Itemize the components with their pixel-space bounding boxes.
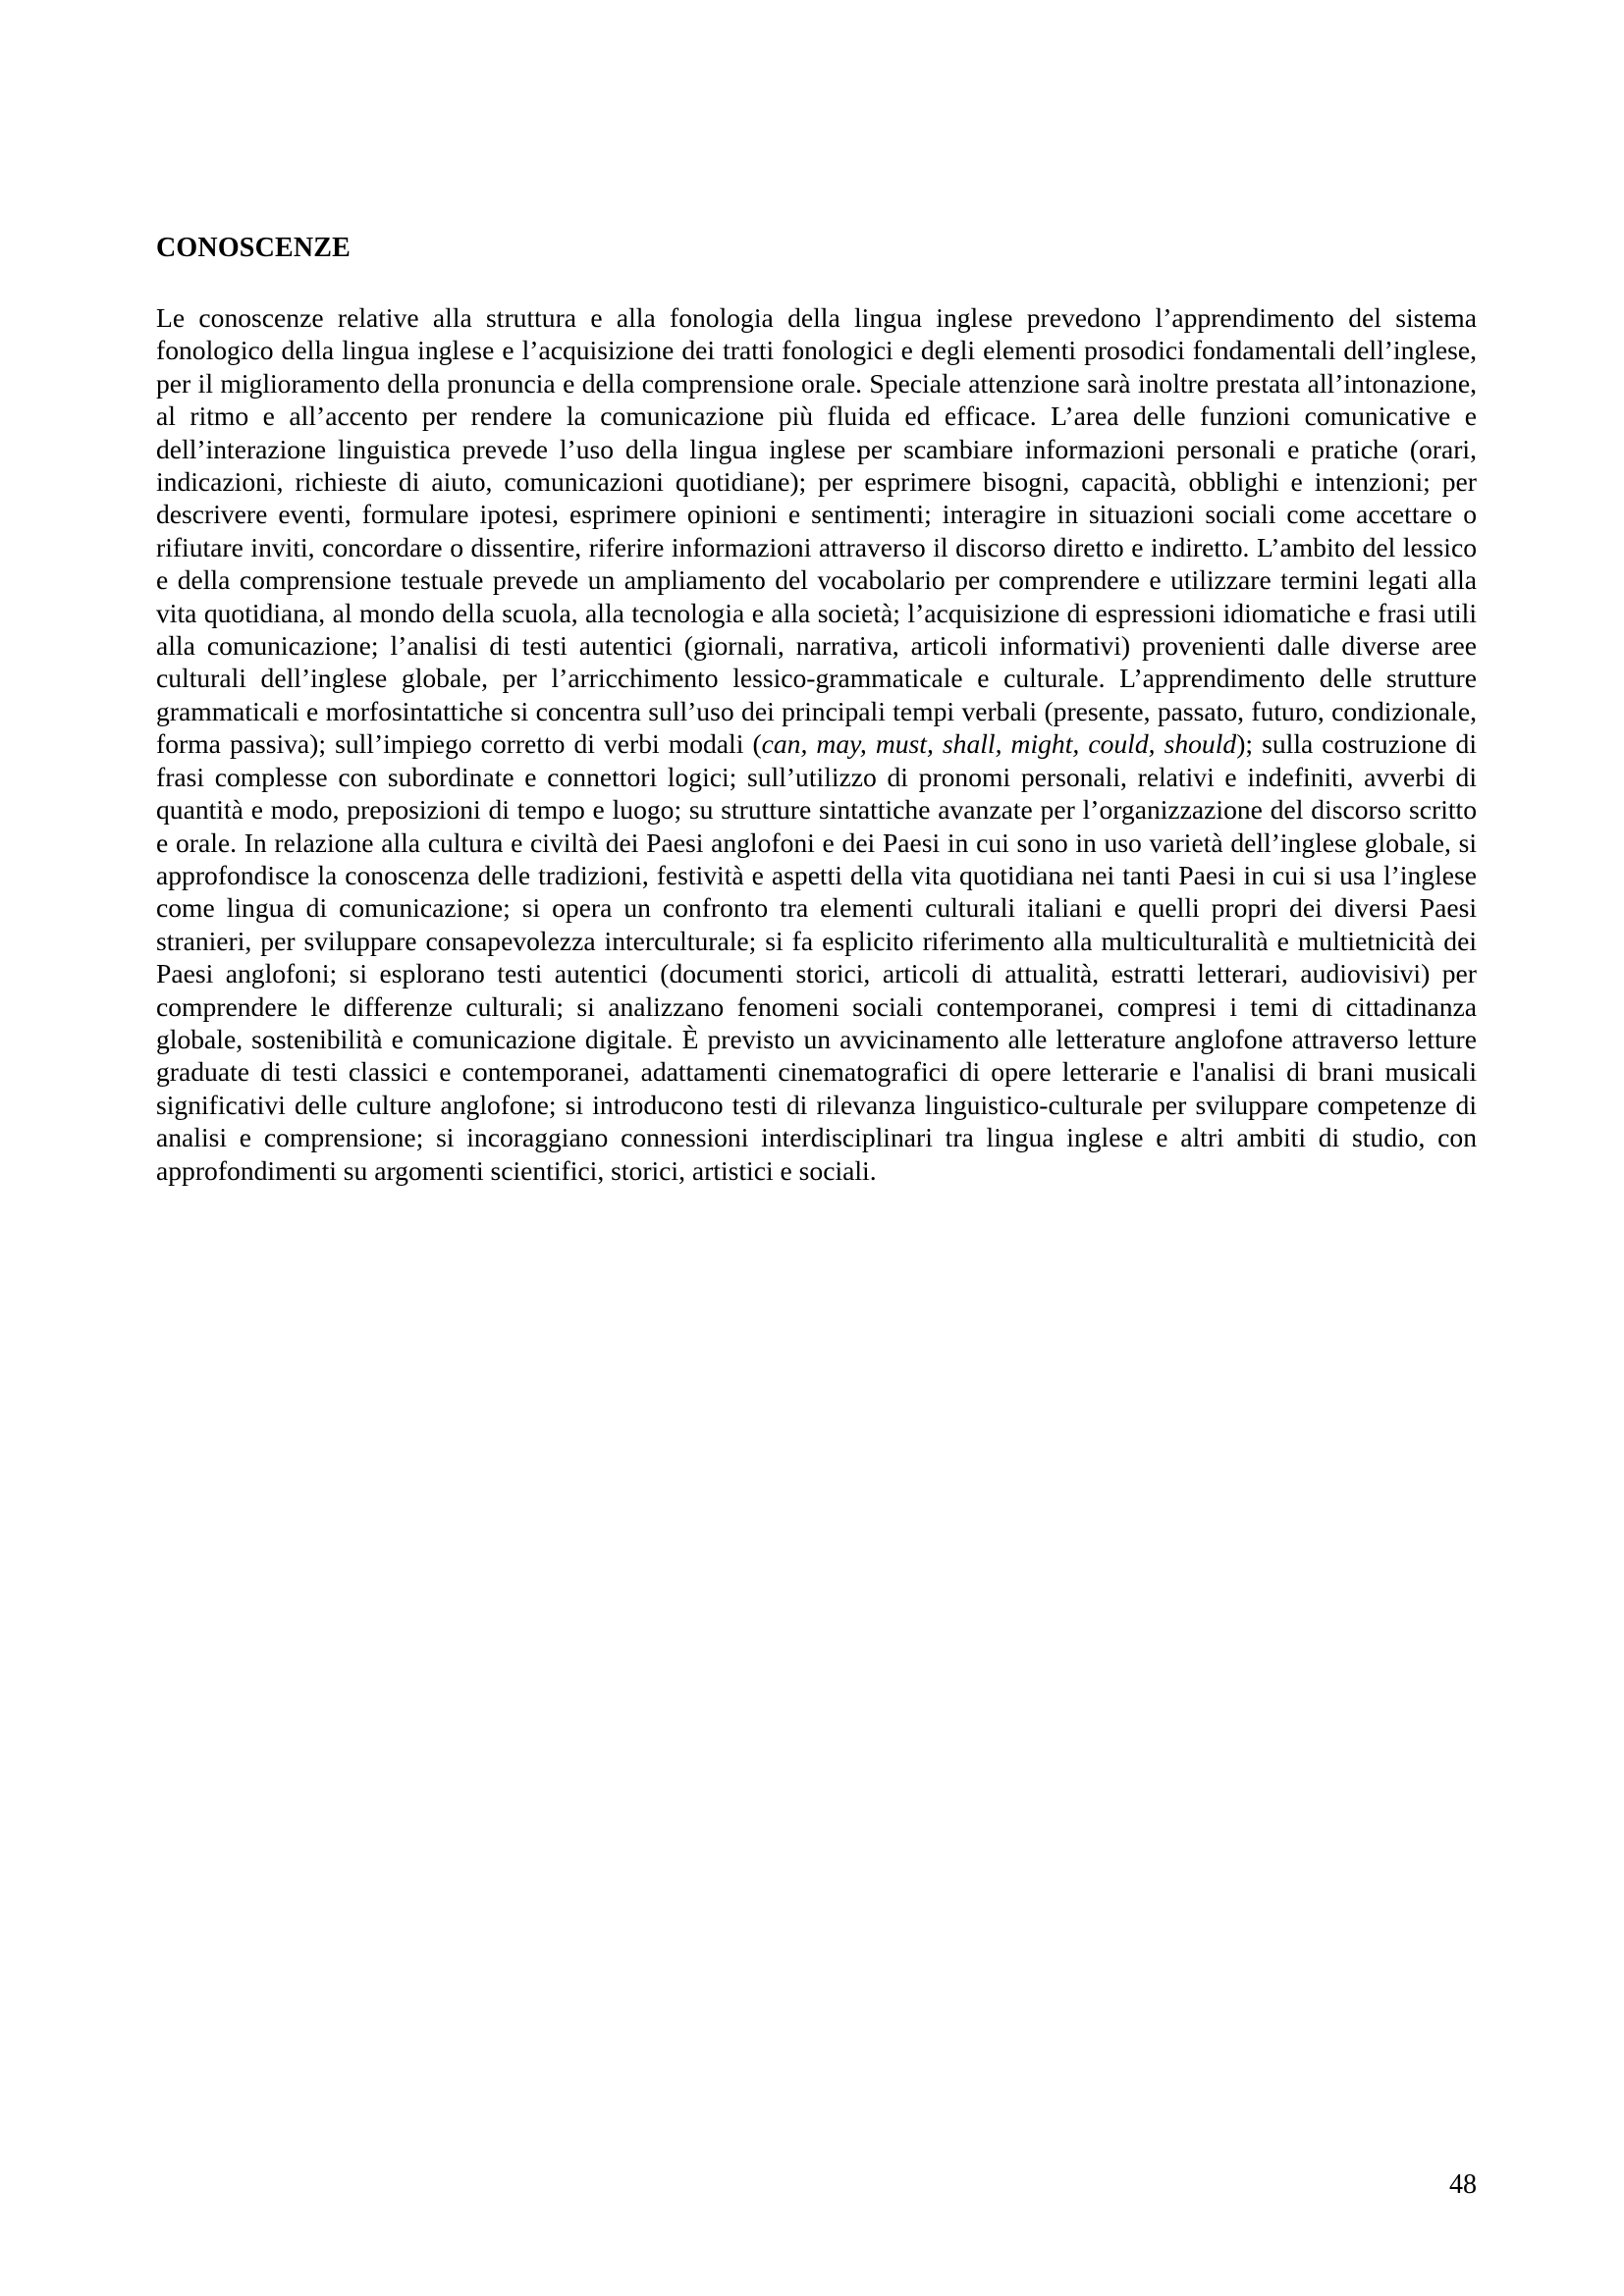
body-paragraph <box>156 301 1477 1187</box>
page-number: 48 <box>1449 2169 1477 2200</box>
paragraph-text-part-2: ); sulla costruzione di frasi complesse con subordinate e connettori logici; sull’utilizzo di pronomi personali, relativi e indefiniti, avverbi di quantità e modo, preposizioni di tempo e luogo; su strutture sintattiche avanzate per l’organizzazione del discorso scritto e orale. In relazione alla cultura e civiltà dei Paesi anglofoni e dei Paesi in cui sono in uso varietà dell’inglese globale, si approfondisce la conoscenza delle tradizioni, festività e aspetti della vita quotidiana nei tanti Paesi in cui si usa l’inglese come lingua di comunicazione; si opera un confronto tra elementi culturali italiani e quelli propri dei diversi Paesi stranieri, per sviluppare consapevolezza interculturale; si fa esplicito riferimento alla multiculturalità e multietnicità dei Paesi anglofoni; si esplorano testi autentici (documenti storici, articoli di attualità, estratti letterari, audiovisivi) per comprendere le differenze culturali; si analizzano fenomeni sociali contemporanei, compresi i temi di cittadinanza globale, sostenibilità e comunicazione digitale. È previsto un avvicinamento alle letterature anglofone attraverso letture graduate di testi classici e contemporanei, adattamenti cinematografici di opere letterarie e l'analisi di brani musicali significativi delle culture anglofone; si introducono testi di rilevanza linguistico-culturale per sviluppare competenze di analisi e comprensione; si incoraggiano connessioni interdisciplinari tra lingua inglese e altri ambiti di studio, con approfondimenti su argomenti scientifici, storici, artistici e sociali. <box>156 728 1477 1186</box>
paragraph-text-part-1: Le conoscenze relative alla struttura e alla fonologia della lingua inglese prevedono l’apprendimento del sistema fonologico della lingua inglese e l’acquisizione dei tratti fonologici e degli elementi prosodici fondamentali dell’inglese, per il miglioramento della pronuncia e della comprensione orale. Speciale attenzione sarà inoltre prestata all’intonazione, al ritmo e all’accento per rendere la comunicazione più fluida ed efficace. L’area delle funzioni comunicative e dell’interazione linguistica prevede l’uso della lingua inglese per scambiare informazioni personali e pratiche (orari, indicazioni, richieste di aiuto, comunicazioni quotidiane); per esprimere bisogni, capacità, obblighi e intenzioni; per descrivere eventi, formulare ipotesi, esprimere opinioni e sentimenti; interagire in situazioni sociali come accettare o rifiutare inviti, concordare o dissentire, riferire informazioni attraverso il discorso diretto e indiretto. L’ambito del lessico e della comprensione testuale prevede un ampliamento del vocabolario per comprendere e utilizzare termini legati alla vita quotidiana, al mondo della scuola, alla tecnologia e alla società; l’acquisizione di espressioni idiomatiche e frasi utili alla comunicazione; l’analisi di testi autentici (giornali, narrativa, articoli informativi) provenienti dalle diverse aree culturali dell’inglese globale, per l’arricchimento lessico-grammaticale e culturale. L’apprendimento delle strutture grammaticali e morfosintattiche si concentra sull’uso dei principali tempi verbali (presente, passato, futuro, condizionale, forma passiva); sull’impiego corretto di verbi modali ( <box>156 302 1477 760</box>
modal-verbs-list: can, may, must, shall, might, could, should <box>761 728 1237 760</box>
section-heading: CONOSCENZE <box>156 233 352 263</box>
